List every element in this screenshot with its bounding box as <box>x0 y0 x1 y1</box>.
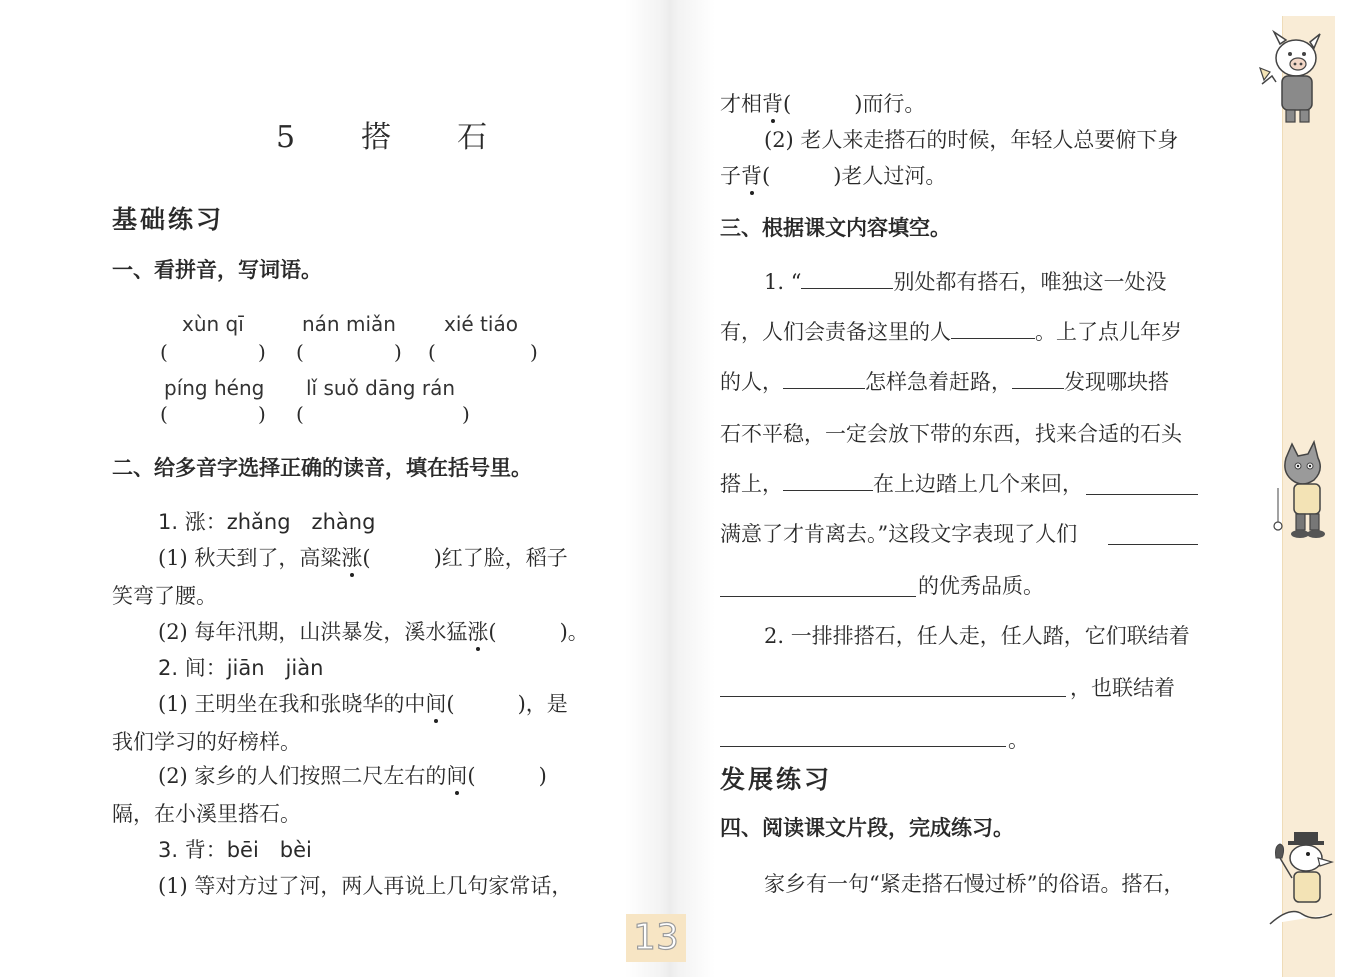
fill-blank[interactable] <box>720 746 1006 747</box>
item-2-label-text: 2. 间：jiān jiàn <box>158 656 324 680</box>
right-line-3 <box>720 162 946 190</box>
item-2-sentence-2-cont: 隔，在小溪里搭石。 <box>112 802 301 826</box>
q3-p2-line-3: 。 <box>1008 728 1029 752</box>
fill-blank[interactable] <box>783 472 873 491</box>
fill-blank[interactable] <box>1108 544 1198 545</box>
item-1-sentence-2 <box>158 618 589 646</box>
q3-p1-line-6: 满意了才肯离去。”这段文字表现了人们 <box>720 522 1078 546</box>
q3-p1-line-3 <box>720 368 1169 396</box>
answer-box-open: ( <box>428 340 436 364</box>
pig-mascot-icon <box>1250 28 1336 128</box>
item-1-label-text: 1. 涨：zhǎng zhàng <box>158 510 376 534</box>
item-1-sentence-1-cont: 笑弯了腰。 <box>112 584 217 608</box>
answer-box-open: ( <box>160 340 168 364</box>
dotted-char: 背 <box>762 92 783 116</box>
question-1-heading: 一、看拼音，写词语。 <box>112 258 322 282</box>
dotted-char: 间 <box>446 764 468 788</box>
q3-p1-line-1 <box>764 268 1166 296</box>
item-3-label-text: 3. 背：bēi bèi <box>158 838 312 862</box>
fill-blank[interactable] <box>720 696 1066 697</box>
dotted-char: 间 <box>425 692 447 716</box>
answer-box-close: ) <box>530 340 538 364</box>
text: ( )老人过河。 <box>762 164 947 188</box>
item-2-sentence-1-cont: 我们学习的好榜样。 <box>112 730 301 754</box>
wolf-mascot-icon <box>1264 440 1340 544</box>
book-gutter <box>625 0 715 977</box>
text: 。上了点儿年岁 <box>1035 320 1182 344</box>
text: (2) 家乡的人们按照二尺左右的 <box>158 764 447 788</box>
lesson-title: 5 搭 石 <box>276 120 506 155</box>
answer-box-open: ( <box>296 402 304 426</box>
text: (2) 每年汛期，山洪暴发，溪水猛 <box>158 620 468 644</box>
q3-p1-line-2 <box>720 318 1182 346</box>
item-1-sentence-1 <box>158 544 568 572</box>
pinyin-lisuodangran: lǐ suǒ dāng rán <box>306 376 455 400</box>
text: ( )红了脸，稻子 <box>362 546 568 570</box>
text: ( ) <box>467 764 547 788</box>
answer-box-close: ) <box>462 402 470 426</box>
fill-blank[interactable] <box>1086 494 1198 495</box>
pinyin-pingheng: píng héng <box>164 376 265 400</box>
text: 发现哪块搭 <box>1064 370 1169 394</box>
answer-box-close: ) <box>258 402 266 426</box>
item-3-sentence-1: (1) 等对方过了河，两人再说上几句家常话， <box>158 874 573 898</box>
fill-blank[interactable] <box>801 270 893 289</box>
item-1-label <box>158 508 375 536</box>
fill-blank[interactable] <box>720 596 916 597</box>
dotted-char: 背 <box>741 164 762 188</box>
text: 1. “ <box>764 270 802 294</box>
pinyin-xunqi: xùn qī <box>182 312 244 336</box>
question-3-heading: 三、根据课文内容填空。 <box>720 216 951 240</box>
q3-p1-line-4: 石不平稳，一定会放下带的东西，找来合适的石头 <box>720 422 1182 446</box>
text: 有，人们会责备这里的人 <box>720 320 951 344</box>
answer-box-close: ) <box>258 340 266 364</box>
answer-box-close: ) <box>394 340 402 364</box>
q4-paragraph-1: 家乡有一句“紧走搭石慢过桥”的俗语。搭石， <box>764 872 1185 896</box>
item-2-sentence-1 <box>158 690 568 718</box>
text: 子 <box>720 164 741 188</box>
answer-box-open: ( <box>160 402 168 426</box>
right-line-1 <box>720 90 925 118</box>
text: 怎样急着赶路， <box>865 370 1012 394</box>
fox-mascot-icon <box>1262 828 1340 932</box>
item-2-label <box>158 654 323 682</box>
pinyin-nanmian: nán miǎn <box>302 312 396 336</box>
answer-box-open: ( <box>296 340 304 364</box>
fill-blank[interactable] <box>783 370 865 389</box>
q3-p2-line-1: 2. 一排排搭石，任人走，任人踏，它们联结着 <box>764 624 1190 648</box>
section-heading-basic: 基础练习 <box>112 205 225 234</box>
item-2-sentence-2 <box>158 762 547 790</box>
text: ( )。 <box>488 620 589 644</box>
section-heading-development: 发展练习 <box>720 765 833 794</box>
right-line-2: (2) 老人来走搭石的时候，年轻人总要俯下身 <box>764 128 1179 152</box>
question-4-heading: 四、阅读课文片段，完成练习。 <box>720 816 1014 840</box>
text: (1) 秋天到了，高粱 <box>158 546 342 570</box>
text: 别处都有搭石，唯独这一处没 <box>893 270 1167 294</box>
pinyin-xietiao: xié tiáo <box>444 312 518 336</box>
text: 在上边踏上几个来回， <box>873 472 1083 496</box>
dotted-char: 涨 <box>341 546 363 570</box>
q3-p1-line-7: 的优秀品质。 <box>918 574 1044 598</box>
text: 才相 <box>720 92 762 116</box>
text: ( )而行。 <box>783 92 926 116</box>
q3-p1-line-5 <box>720 470 1083 498</box>
text: (1) 王明坐在我和张晓华的中 <box>158 692 426 716</box>
q3-p2-line-2: ，也联结着 <box>1070 676 1175 700</box>
question-2-heading: 二、给多音字选择正确的读音，填在括号里。 <box>112 456 532 480</box>
text: 搭上， <box>720 472 783 496</box>
fill-blank[interactable] <box>1012 370 1064 389</box>
text: ( )，是 <box>446 692 568 716</box>
page-number: 13 <box>626 914 686 962</box>
dotted-char: 涨 <box>467 620 489 644</box>
item-3-label <box>158 836 312 864</box>
text: 的人， <box>720 370 783 394</box>
fill-blank[interactable] <box>951 320 1035 339</box>
